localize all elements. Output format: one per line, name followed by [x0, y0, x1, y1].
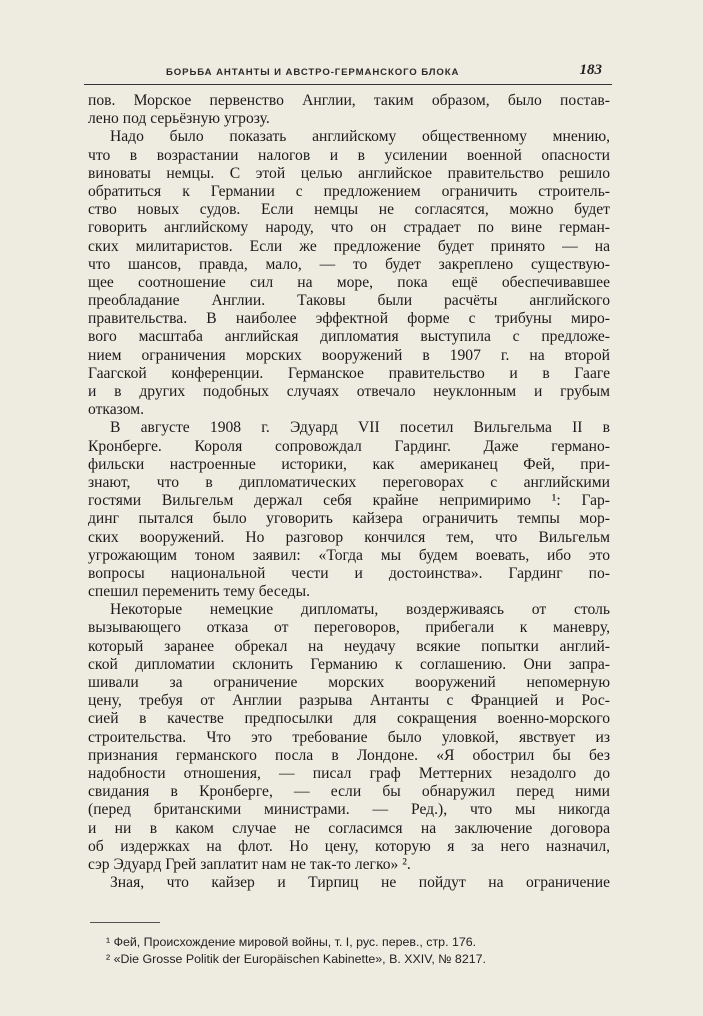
text-line: ство новых судов. Если немцы не согласятся, можно будет	[88, 201, 610, 219]
text-line: (перед британскими министрами. — Ред.), что мы никогда	[88, 801, 610, 819]
text-line: ских вооружений. Но разговор кончился тем, что Вильгельм	[88, 528, 610, 546]
body-text	[88, 92, 610, 892]
text-line: вопросы национальной чести и достоинства». Гардинг по-	[88, 564, 610, 582]
footnotes	[106, 934, 612, 968]
text-line: об издержках на флот. Но цену, которую я за него назначил,	[88, 837, 610, 855]
text-line: нием ограничения морских вооружений в 1907 г. на второй	[88, 346, 610, 364]
text-line: Кронберге. Короля сопровождал Гардинг. Даже германо-	[88, 437, 610, 455]
text-line: что в возрастании налогов и в усилении военной опасности	[88, 146, 610, 164]
text-line: ских милитаристов. Если же предложение будет принято — на	[88, 237, 610, 255]
text-line: шивали за ограничение морских вооружений непомерную	[88, 674, 610, 691]
text-line: цену, требуя от Англии разрыва Антанты с Францией и Рос-	[88, 692, 610, 710]
page-number: 183	[579, 62, 602, 78]
text-line: надобности отношения, — писал граф Меттерних незадолго до	[88, 764, 610, 782]
text-line: Зная, что кайзер и Тирпиц не пойдут на ограничение	[110, 874, 610, 892]
header-rule	[84, 84, 612, 85]
footnote: ¹ Фей, Происхождение мировой войны, т. I, рус. перев., стр. 176.	[106, 935, 477, 949]
text-line: В августе 1908 г. Эдуард VII посетил Вильгельма II в	[110, 419, 610, 437]
page-header	[84, 60, 612, 86]
text-line: спешил переменить тему беседы.	[88, 583, 310, 601]
text-line: ской дипломатии склонить Германию к соглашению. Они запра-	[88, 655, 610, 673]
text-line: вого масштаба английская дипломатия выступила с предложе-	[88, 328, 610, 346]
text-line: Гаагской конференции. Германское правительство и в Гааге	[88, 364, 610, 382]
text-line: что шансов, правда, мало, — то будет закреплено существую-	[88, 255, 610, 273]
text-line: сэр Эдуард Грей заплатит нам не так-то легко» ².	[88, 855, 411, 873]
text-line: виноваты немцы. С этой целью английское правительство решило	[88, 164, 610, 182]
text-line: и ни в каком случае не согласимся на заключение договора	[88, 819, 610, 837]
text-line: знают, что в дипломатических переговорах с английскими	[88, 473, 610, 491]
text-line: пов. Морское первенство Англии, таким образом, было постав-	[88, 92, 610, 109]
text-line: преобладание Англии. Таковы были расчёты английского	[88, 292, 610, 310]
text-line: фильски настроенные историки, как американец Фей, при-	[88, 455, 610, 473]
running-title: БОРЬБА АНТАНТЫ И АВСТРО-ГЕРМАНСКОГО БЛОКА	[166, 67, 460, 78]
text-line: динг пытался было уговорить кайзера ограничить темпы мор-	[88, 510, 610, 528]
text-line: и в других подобных случаях отвечало неуклонным и грубым	[88, 383, 610, 400]
text-line: Некоторые немецкие дипломаты, воздерживаясь от столь	[110, 601, 610, 619]
text-line: сией в качестве предпосылки для сокращения военно-морского	[88, 710, 610, 728]
footnote: ² «Die Grosse Politik der Europäischen Kabinette», B. XXIV, № 8217.	[106, 952, 486, 966]
text-line: строительства. Что это требование было уловкой, явствует из	[88, 728, 610, 746]
text-line: обратиться к Германии с предложением ограничить строитель-	[88, 182, 610, 200]
text-line: Надо было показать английскому общественному мнению,	[110, 128, 610, 146]
text-line: вызывающего отказа от переговоров, прибегали к маневру,	[88, 619, 610, 637]
footnote-rule	[90, 922, 160, 923]
text-line: говорить английскому народу, что он страдает по вине герман-	[88, 219, 610, 237]
text-line: гостями Вильгельм держал себя крайне непримиримо ¹: Гар-	[88, 492, 610, 510]
text-line: лено под серьёзную угрозу.	[88, 110, 270, 128]
text-line: правительства. В наиболее эффектной форме с трибуны миро-	[88, 310, 610, 328]
text-line: отказом.	[88, 401, 145, 419]
text-line: который заранее обрекал на неудачу всякие попытки англий-	[88, 637, 610, 655]
text-line: угрожающим тоном заявил: «Тогда мы будем воевать, ибо это	[88, 546, 610, 564]
text-line: свидания в Кронберге, — если бы обнаружил перед ними	[88, 783, 610, 801]
text-line: щее соотношение сил на море, пока ещё обеспечивавшее	[88, 273, 610, 291]
text-line: признания германского посла в Лондоне. «Я обострил бы без	[88, 746, 610, 764]
